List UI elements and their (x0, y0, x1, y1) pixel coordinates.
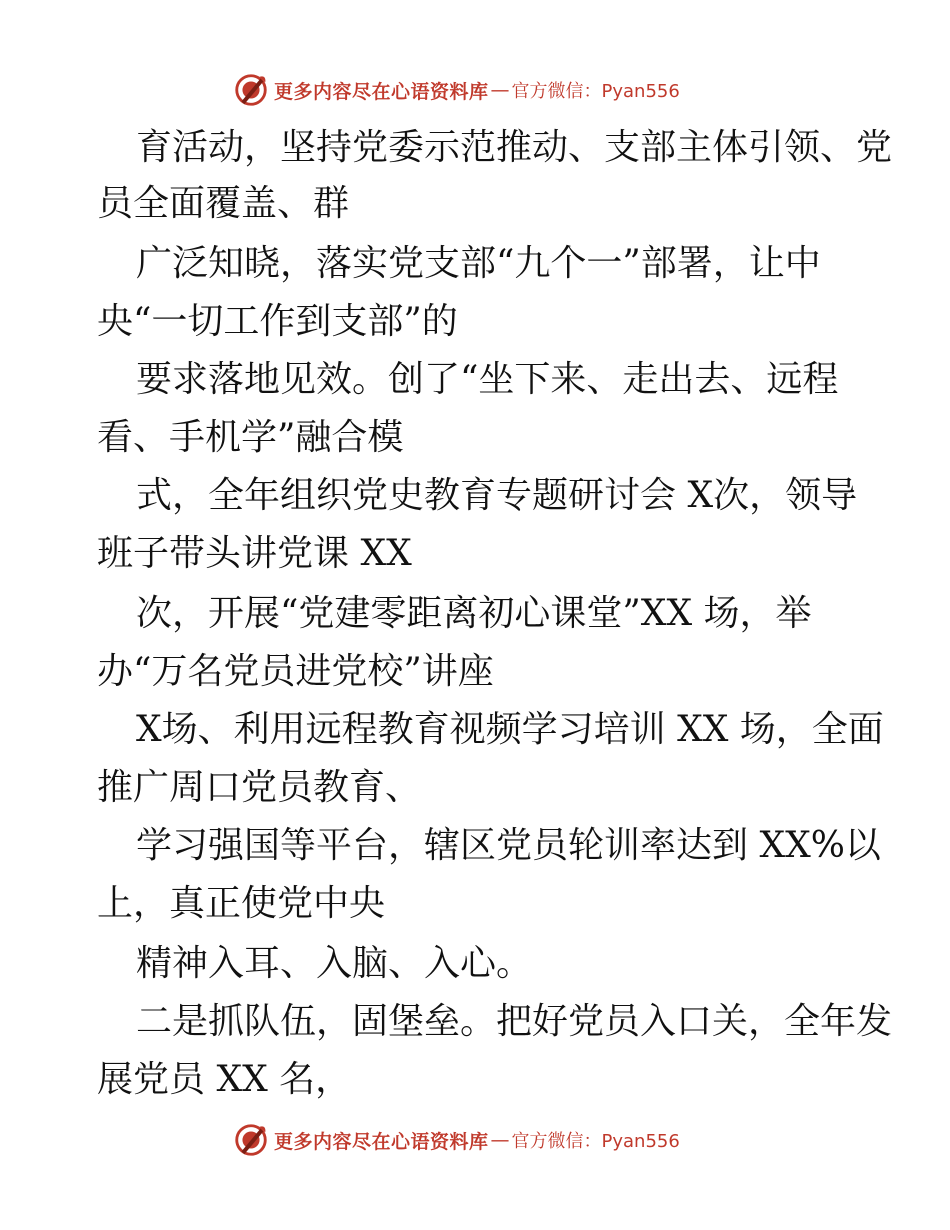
text-line: 办“万名党员进党校”讲座 (97, 651, 494, 692)
text-line: 学习强国等平台，辖区党员轮训率达到 XX%以 (136, 825, 881, 866)
header-banner-title: 更多内容尽在心语资料库 (274, 80, 489, 103)
quill-pen-logo-icon (232, 1121, 270, 1159)
text-line: 班子带头讲党课 XX (97, 533, 412, 574)
text-line: 要求落地见效。创了“坐下来、走出去、远程 (136, 359, 839, 400)
footer-banner (232, 1120, 712, 1160)
text-line: 推广周口党员教育、 (97, 767, 422, 808)
footer-banner-separator: — (490, 1129, 510, 1151)
header-banner-separator: — (490, 79, 510, 101)
text-line: 看、手机学”融合模 (97, 417, 404, 458)
text-line: 育活动，坚持党委示范推动、支部主体引领、党 (136, 127, 893, 168)
text-line: 展党员 XX 名， (97, 1059, 352, 1100)
footer-banner-title: 更多内容尽在心语资料库 (274, 1130, 489, 1153)
text-line: 广泛知晓，落实党支部“九个一”部署，让中 (136, 243, 821, 284)
text-line: 二是抓队伍，固堡垒。把好党员入口关，全年发 (136, 1001, 893, 1042)
footer-banner-wechat: 官方微信：Pyan556 (511, 1131, 680, 1152)
text-line: 次，开展“党建零距离初心课堂”XX 场，举 (136, 593, 812, 634)
text-line: 式，全年组织党史教育专题研讨会 X次，领导 (136, 475, 858, 516)
text-line: X场、利用远程教育视频学习培训 XX 场，全面 (136, 709, 884, 750)
text-line: 员全面覆盖、群 (97, 183, 350, 224)
text-line: 上，真正使党中央 (97, 883, 386, 924)
header-banner (232, 70, 712, 110)
text-line: 央“一切工作到支部”的 (97, 301, 458, 342)
quill-pen-logo-icon (232, 71, 270, 109)
header-banner-wechat: 官方微信：Pyan556 (511, 81, 680, 102)
text-line: 精神入耳、入脑、入心。 (136, 943, 533, 984)
